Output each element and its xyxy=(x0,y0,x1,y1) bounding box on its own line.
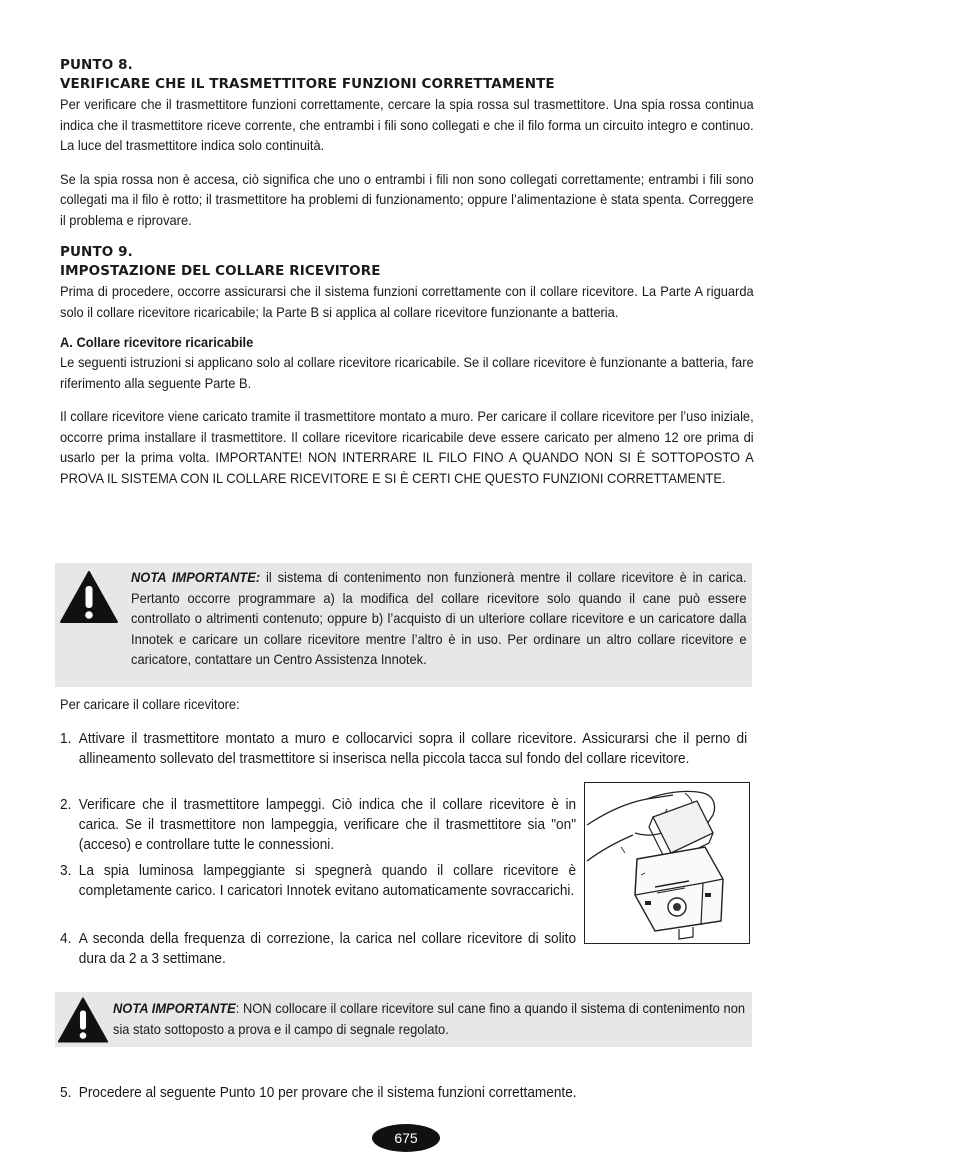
part-a-paragraph-2: Il collare ricevitore viene caricato tramite il trasmettitore montato a muro. Per caricare il collare ricevitore per l’uso iniziale, occorre prima installare il trasmettitore. Il collare ricevitore ricaricabile deve essere caricato per almeno 12 ore prima di usarlo per la prima volta. IMPORTANTE! NON INTERRARE IL FILO FINO A QUANDO NON SI È SOTTOPOSTO A PROVA IL SISTEMA CON IL COLLARE RICEVITORE E SI È CERTI CHE QUESTO FUNZIONI CORRETTAMENTE. xyxy=(60,408,754,486)
important-note-1-text xyxy=(131,567,746,670)
important-note-2-label: NOTA IMPORTANTE xyxy=(113,1000,236,1016)
list-item-5-number: 5. xyxy=(60,1085,72,1101)
list-item-2-number: 2. xyxy=(60,797,72,813)
list-item-4 xyxy=(60,929,576,969)
list-item-3-number: 3. xyxy=(60,863,72,879)
important-note-1-body: il sistema di contenimento non funzionerà mentre il collare ricevitore è in carica. Pertanto occorre programmare a) la modifica del collare ricevitore solo quando il cane può essere controllato o altrimenti contenuto; oppure b) l’acquisto di un ulteriore collare ricevitore e un caricatore dalla Innotek e caricare un collare ricevitore mentre l’altro è in uso. Per ordinare un altro collare ricevitore e caricatore, contattare un Centro Assistenza Innotek. xyxy=(131,569,747,667)
important-note-2-body: : NON collocare il collare ricevitore sul cane fino a quando il sistema di contenimento non sia stato sottoposto a prova e il campo di segnale regolato. xyxy=(113,1000,746,1037)
part-a-paragraph-1: Le seguenti istruzioni si applicano solo al collare ricevitore ricaricabile. Se il collare ricevitore è funzionante a batteria, fare riferimento alla seguente Parte B. xyxy=(60,354,754,391)
page-number: 675 xyxy=(372,1124,440,1152)
step9-label: PUNTO 9. xyxy=(60,244,133,260)
list-item-1-text: Attivare il trasmettitore montato a muro e collocarvici sopra il collare ricevitore. Assicurarsi che il perno di allineamento sollevato del trasmettitore si inserisca nella piccola tacca sul fondo del collare ricevitore. xyxy=(78,731,748,767)
list-item-2-text: Verificare che il trasmettitore lampeggi. Ciò indica che il collare ricevitore è in carica. Se il trasmettitore non lampeggia, verificare che il trasmettitore sia "on"(acceso) e controllare tutte le connessioni. xyxy=(78,797,577,853)
list-item-5-text: Procedere al seguente Punto 10 per provare che il sistema funzioni correttamente. xyxy=(78,1085,577,1101)
list-item-4-text: A seconda della frequenza di correzione, la carica nel collare ricevitore di solito dura da 2 a 3 settimane. xyxy=(78,931,577,967)
important-note-box-1 xyxy=(55,563,752,687)
document-body xyxy=(60,56,754,488)
list-item-4-number: 4. xyxy=(60,931,72,947)
list-item-2 xyxy=(60,795,576,855)
step9-title: IMPOSTAZIONE DEL COLLARE RICEVITORE xyxy=(60,263,381,279)
list-item-5 xyxy=(60,1083,747,1103)
warning-triangle-icon xyxy=(57,996,109,1044)
step9-intro: Prima di procedere, occorre assicurarsi che il sistema funzioni correttamente con il collare ricevitore. La Parte A riguarda solo il collare ricevitore ricaricabile; la Parte B si applica al collare ricevitore funzionante a batteria. xyxy=(60,283,754,320)
step8-label: PUNTO 8. xyxy=(60,57,133,73)
hand-collar-transmitter-drawing xyxy=(585,783,748,942)
list-item-3-text: La spia luminosa lampeggiante si spegnerà quando il collare ricevitore è completamente carico. I caricatori Innotek evitano automaticamente sovraccarichi. xyxy=(78,863,577,899)
list-item-3 xyxy=(60,861,576,921)
step8-paragraph-1: Per verificare che il trasmettitore funzioni correttamente, cercare la spia rossa sul trasmettitore. Una spia rossa continua indica che il trasmettitore riceve corrente, che entrambi i fili sono collegati e che il filo forma un circuito integro e continuo. La luce del trasmettitore indica solo continuità. xyxy=(60,96,754,153)
warning-triangle-icon xyxy=(59,570,119,624)
list-item-1-number: 1. xyxy=(60,731,72,747)
important-note-box-2 xyxy=(55,992,752,1047)
step8-title: VERIFICARE CHE IL TRASMETTITORE FUNZIONI CORRETTAMENTE xyxy=(60,76,555,92)
charging-illustration xyxy=(584,782,750,944)
part-a-title: A. Collare ricevitore ricaricabile xyxy=(60,334,254,350)
step8-paragraph-2: Se la spia rossa non è accesa, ciò significa che uno o entrambi i fili non sono collegati correttamente; entrambi i fili sono collegati ma il filo è rotto; il trasmettitore ha problemi di funzionamento; oppure l’alimentazione è stata spenta. Correggere il problema e riprovare. xyxy=(60,170,754,228)
important-note-2-text xyxy=(113,998,745,1039)
important-note-1-label: NOTA IMPORTANTE: xyxy=(131,569,261,585)
charge-intro: Per caricare il collare ricevitore: xyxy=(60,696,240,712)
